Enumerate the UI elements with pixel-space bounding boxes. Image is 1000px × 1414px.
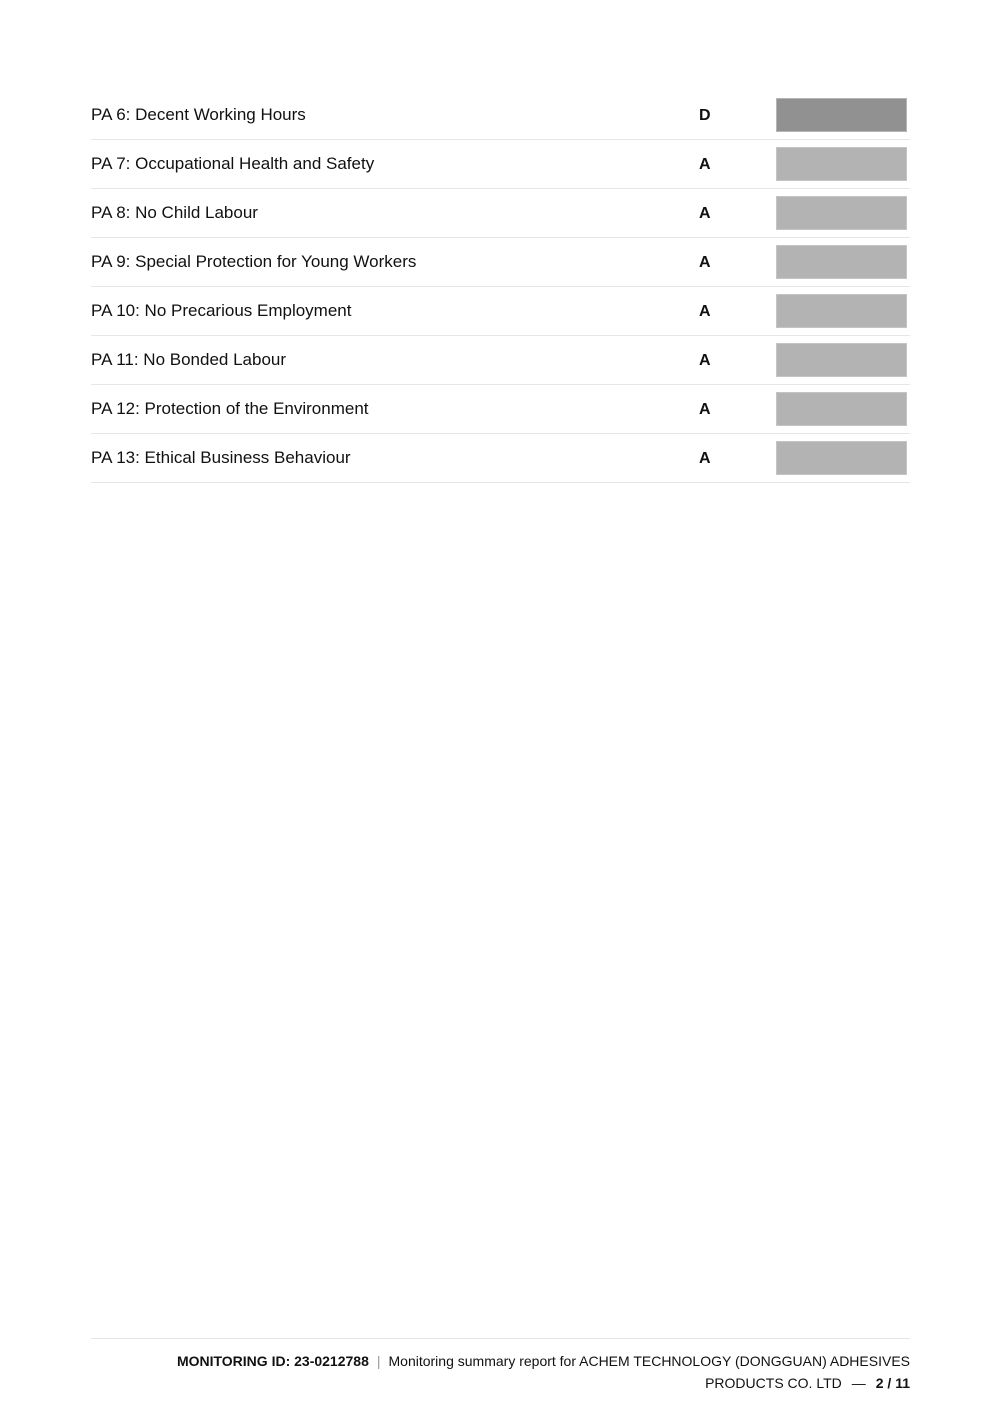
table-row <box>91 336 910 385</box>
table-row <box>91 385 910 434</box>
report-summary-continued: PRODUCTS CO. LTD <box>705 1375 842 1391</box>
performance-area-label: PA 11: No Bonded Labour <box>91 350 287 369</box>
grade-bar <box>776 294 907 328</box>
table-row <box>91 287 910 336</box>
performance-area-grade: A <box>699 155 711 173</box>
grade-bar <box>776 245 907 279</box>
footer-separator: | <box>376 1353 381 1369</box>
footer-line-1 <box>91 1350 910 1372</box>
table-row <box>91 434 910 483</box>
monitoring-id: MONITORING ID: 23-0212788 <box>176 1353 369 1369</box>
page-footer <box>91 1338 910 1394</box>
grade-bar <box>776 343 907 377</box>
performance-area-label: PA 9: Special Protection for Young Workers <box>91 252 417 271</box>
grade-bar <box>776 441 907 475</box>
table-row <box>91 238 910 287</box>
grade-bar <box>776 147 907 181</box>
performance-area-label: PA 8: No Child Labour <box>91 203 258 222</box>
performance-area-label: PA 10: No Precarious Employment <box>91 301 352 320</box>
report-summary: Monitoring summary report for ACHEM TECHNOLOGY (DONGGUAN) ADHESIVES <box>388 1353 910 1369</box>
performance-area-grade: A <box>699 351 711 369</box>
performance-area-grade: A <box>699 302 711 320</box>
performance-area-label: PA 7: Occupational Health and Safety <box>91 154 375 173</box>
table-row <box>91 91 910 140</box>
footer-line-2 <box>91 1372 910 1394</box>
footer-dash: — <box>851 1375 866 1391</box>
performance-area-label: PA 13: Ethical Business Behaviour <box>91 448 351 467</box>
table-row <box>91 140 910 189</box>
performance-area-grade: A <box>699 253 711 271</box>
table-row <box>91 189 910 238</box>
performance-area-label: PA 12: Protection of the Environment <box>91 399 369 418</box>
grade-bar <box>776 392 907 426</box>
performance-area-table <box>91 91 910 483</box>
grade-bar <box>776 98 907 132</box>
performance-area-grade: A <box>699 400 711 418</box>
performance-area-grade: A <box>699 204 711 222</box>
performance-area-grade: D <box>699 106 711 124</box>
grade-bar <box>776 196 907 230</box>
page-number: 2 / 11 <box>875 1375 910 1391</box>
performance-area-label: PA 6: Decent Working Hours <box>91 105 306 124</box>
performance-area-grade: A <box>699 449 711 467</box>
